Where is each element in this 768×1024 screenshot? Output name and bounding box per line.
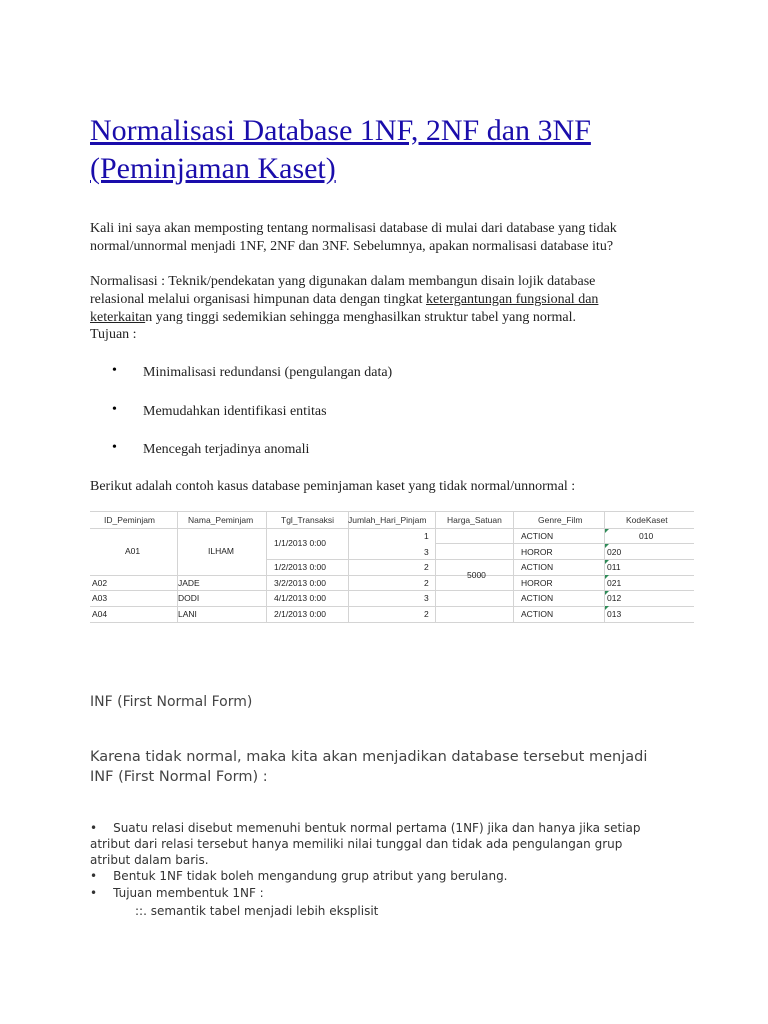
table-cell-tgl: 3/2/2013 0:00 bbox=[274, 578, 326, 588]
unnormal-table bbox=[90, 511, 694, 623]
table-cell-id: A02 bbox=[92, 578, 108, 588]
bullet-icon: • bbox=[112, 402, 117, 417]
table-cell-nama: LANI bbox=[178, 609, 197, 619]
cell-flag-icon bbox=[605, 575, 609, 579]
definition-link[interactable]: ketergantungan fungsional dan bbox=[426, 292, 599, 307]
bullet-icon: • bbox=[90, 886, 98, 900]
table-cell-genre: ACTION bbox=[521, 593, 554, 603]
column-header: Harga_Satuan bbox=[447, 515, 502, 525]
column-header: Tgl_Transaksi bbox=[281, 515, 335, 525]
cell-flag-icon bbox=[605, 529, 609, 533]
table-cell-genre: HOROR bbox=[521, 578, 553, 588]
nf1-bullet-3 bbox=[90, 885, 264, 901]
grid-line bbox=[435, 511, 436, 623]
example-intro: Berikut adalah contoh kasus database peminjaman kaset yang tidak normal/unnormal : bbox=[90, 479, 576, 494]
column-header: KodeKaset bbox=[626, 515, 668, 525]
table-cell-kode: 012 bbox=[607, 593, 622, 603]
table-cell-genre: ACTION bbox=[521, 609, 554, 619]
goal-item: Memudahkan identifikasi entitas bbox=[143, 404, 327, 419]
cell-flag-icon bbox=[605, 544, 609, 548]
column-header: ID_Peminjam bbox=[104, 515, 156, 525]
table-cell-genre: ACTION bbox=[521, 531, 554, 541]
grid-line bbox=[266, 511, 267, 623]
definition-line-3 bbox=[90, 309, 576, 327]
grid-line bbox=[513, 511, 514, 623]
nf1-bullet-1-line-3: atribut dalam baris. bbox=[90, 853, 209, 867]
table-cell-kode: 010 bbox=[639, 531, 654, 541]
table-cell-hari: 2 bbox=[424, 562, 429, 572]
grid-line bbox=[435, 543, 694, 544]
nf1-bullet-1-text: Suatu relasi disebut memenuhi bentuk normal pertama (1NF) jika dan hanya jika setiap bbox=[113, 821, 641, 835]
goal-item: Minimalisasi redundansi (pengulangan data) bbox=[143, 365, 393, 380]
column-header: Genre_Film bbox=[538, 515, 583, 525]
nf1-bullet-3-text: Tujuan membentuk 1NF : bbox=[113, 886, 264, 900]
nf1-heading: INF (First Normal Form) bbox=[90, 694, 253, 710]
nf1-bullet-2-text: Bentuk 1NF tidak boleh mengandung grup atribut yang berulang. bbox=[113, 869, 508, 883]
nf1-sub-item: ::. semantik tabel menjadi lebih eksplisit bbox=[135, 904, 379, 918]
bullet-icon: • bbox=[112, 363, 117, 378]
bullet-icon: • bbox=[90, 869, 98, 883]
table-cell-harga: 5000 bbox=[467, 570, 486, 580]
table-cell-genre: ACTION bbox=[521, 562, 554, 572]
nf1-paragraph-line-2: INF (First Normal Form) : bbox=[90, 769, 268, 785]
nf1-bullet-1-line-2: atribut dari relasi tersebut hanya memiliki nilai tunggal dan tidak ada pengulangan grup bbox=[90, 837, 623, 851]
column-header: Nama_Peminjam bbox=[188, 515, 254, 525]
bullet-icon: • bbox=[112, 440, 117, 455]
table-cell-hari: 2 bbox=[424, 578, 429, 588]
definition-link-continued[interactable]: keterkaita bbox=[90, 310, 146, 325]
table-cell-genre: HOROR bbox=[521, 547, 553, 557]
table-cell-kode: 020 bbox=[607, 547, 622, 557]
cell-flag-icon bbox=[605, 606, 609, 610]
table-cell-tgl: 2/1/2013 0:00 bbox=[274, 609, 326, 619]
table-cell-tgl: 1/1/2013 0:00 bbox=[274, 538, 326, 548]
intro-line-2: normal/unnormal menjadi 1NF, 2NF dan 3NF. Sebelumnya, apakan normalisasi database itu? bbox=[90, 239, 614, 254]
definition-text-continued: n yang tinggi sedemikian sehingga menghasilkan struktur tabel yang normal. bbox=[145, 310, 576, 325]
definition-line-1: Normalisasi : Teknik/pendekatan yang digunakan dalam membangun disain lojik database bbox=[90, 274, 596, 289]
definition-line-2 bbox=[90, 291, 598, 309]
table-cell-id: A04 bbox=[92, 609, 108, 619]
bullet-icon: • bbox=[90, 821, 98, 835]
definition-text: relasional melalui organisasi himpunan data dengan tingkat bbox=[90, 292, 427, 307]
cell-flag-icon bbox=[605, 591, 609, 595]
table-cell-id: A01 bbox=[125, 546, 141, 556]
intro-line-1: Kali ini saya akan memposting tentang normalisasi database di mulai dari database yang tidak bbox=[90, 221, 617, 236]
table-cell-hari: 3 bbox=[424, 593, 429, 603]
tujuan-label: Tujuan : bbox=[90, 327, 137, 342]
table-cell-nama: JADE bbox=[178, 578, 200, 588]
table-cell-nama: ILHAM bbox=[208, 546, 234, 556]
grid-line bbox=[435, 559, 694, 560]
table-cell-hari: 1 bbox=[424, 531, 429, 541]
cell-flag-icon bbox=[605, 560, 609, 564]
table-cell-nama: DODI bbox=[178, 593, 200, 603]
goal-item: Mencegah terjadinya anomali bbox=[143, 442, 310, 457]
nf1-bullet-2 bbox=[90, 868, 508, 884]
table-cell-kode: 021 bbox=[607, 578, 622, 588]
table-cell-tgl: 4/1/2013 0:00 bbox=[274, 593, 326, 603]
table-cell-id: A03 bbox=[92, 593, 108, 603]
nf1-paragraph-line-1: Karena tidak normal, maka kita akan menjadikan database tersebut menjadi bbox=[90, 749, 648, 765]
table-cell-kode: 011 bbox=[607, 562, 621, 572]
table-cell-kode: 013 bbox=[607, 609, 622, 619]
nf1-bullet-1 bbox=[90, 820, 640, 836]
page-title[interactable]: Normalisasi Database 1NF, 2NF dan 3NF (Peminjaman Kaset) bbox=[90, 114, 591, 185]
table-cell-tgl: 1/2/2013 0:00 bbox=[274, 562, 326, 572]
table-cell-hari: 2 bbox=[424, 609, 429, 619]
table-cell-hari: 3 bbox=[424, 547, 429, 557]
grid-line bbox=[348, 511, 349, 623]
column-header: Jumlah_Hari_Pinjam bbox=[348, 515, 427, 525]
